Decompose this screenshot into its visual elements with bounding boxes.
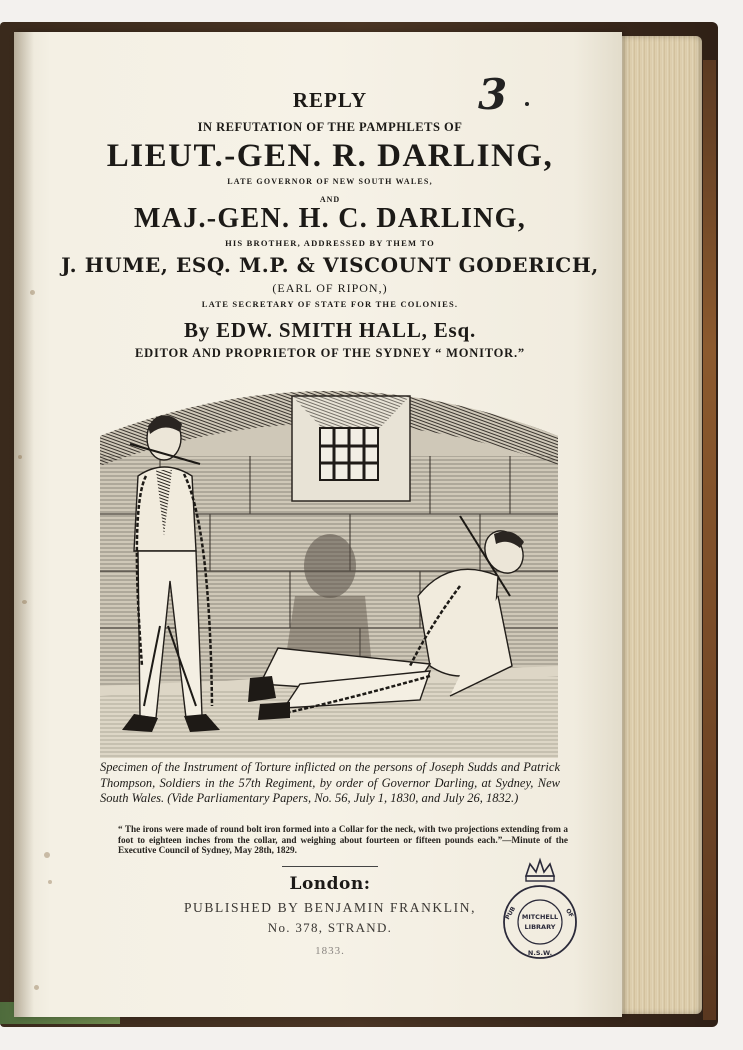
name-lieut-gen: LIEUT.-GEN. R. DARLING,	[106, 138, 554, 174]
svg-text:PUB: PUB	[504, 905, 518, 921]
page-edges	[616, 36, 702, 1014]
imprint-publisher: PUBLISHED BY BENJAMIN FRANKLIN,	[183, 900, 477, 915]
council-quote: “ The irons were made of round bolt iron formed into a Collar for the neck, with two projections extending from a foot to eighteen inches from the collar, and weighing about fourteen or fifteen pounds each.”—Minute of the Executive Council of Sydney, May 28th, 1829.	[118, 824, 568, 855]
title-reply: REPLY	[292, 88, 368, 112]
svg-text:MITCHELL: MITCHELL	[521, 913, 559, 921]
divider-rule	[282, 866, 378, 867]
late-secretary-line: LATE SECRETARY OF STATE FOR THE COLONIES.	[201, 299, 459, 309]
library-stamp	[498, 856, 582, 966]
prison-engraving	[100, 366, 558, 758]
illustration-caption: Specimen of the Instrument of Torture inflicted on the persons of Joseph Sudds and Patrick Thompson, Soldiers in the 57th Regiment, by order of Governor Darling, at Sydney, New South Wales. (Vide Parliamentary Papers, No. 56, July 1, 1830, and July 26, 1832.)	[100, 760, 560, 805]
author-line: By EDW. SMITH HALL, Esq.	[183, 318, 477, 342]
foxing-spot	[22, 600, 27, 604]
handwritten-number: 3	[478, 70, 508, 119]
imprint-address: No. 378, STRAND.	[267, 920, 393, 935]
foxing-spot	[44, 852, 50, 858]
name-maj-gen: MAJ.-GEN. H. C. DARLING,	[133, 203, 527, 234]
late-governor-line: LATE GOVERNOR OF NEW SOUTH WALES,	[227, 177, 433, 186]
imprint-year: 1833.	[315, 945, 345, 957]
addressees-line: J. HUME, ESQ. M.P. & VISCOUNT GODERICH,	[61, 253, 599, 277]
svg-text:LIBRARY: LIBRARY	[524, 923, 556, 931]
foxing-spot	[30, 290, 35, 295]
brother-line: HIS BROTHER, ADDRESSED BY THEM TO	[225, 238, 435, 248]
foxing-spot	[34, 985, 39, 990]
earl-line: (EARL OF RIPON,)	[272, 281, 388, 295]
imprint-city: London:	[289, 874, 371, 894]
subtitle-refutation: IN REFUTATION OF THE PAMPHLETS OF	[197, 120, 463, 134]
editor-line: EDITOR AND PROPRIETOR OF THE SYDNEY “ MONITOR.”	[135, 346, 525, 360]
foxing-spot	[18, 455, 22, 459]
book-spine	[703, 60, 716, 1020]
foxing-spot	[48, 880, 52, 884]
page-gutter	[14, 32, 34, 1017]
svg-text:N.S.W.: N.S.W.	[527, 949, 553, 957]
crown-icon	[526, 860, 554, 876]
svg-text:OF: OF	[563, 907, 575, 919]
and-line: AND	[319, 195, 341, 204]
